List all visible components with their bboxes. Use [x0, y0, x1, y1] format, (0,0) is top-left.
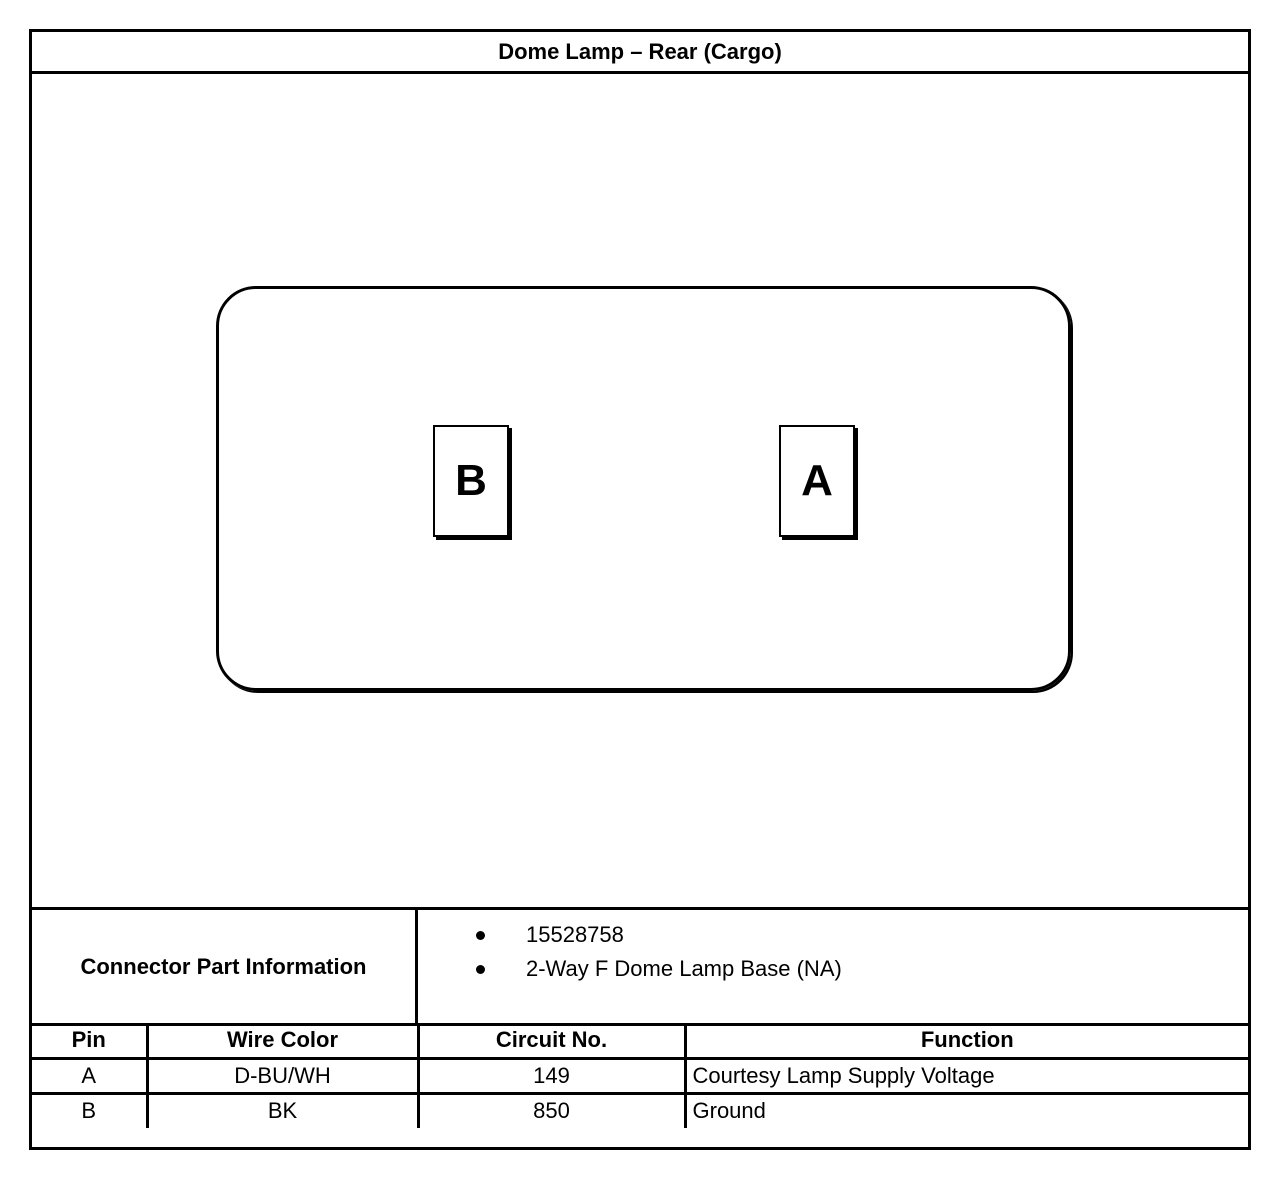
- part-info-item: [418, 952, 1248, 986]
- header-function: Function: [685, 1023, 1248, 1058]
- cell-pin: B: [32, 1093, 147, 1128]
- cell-pin: A: [32, 1058, 147, 1093]
- part-info-list: [418, 910, 1248, 1031]
- header-wire-color: Wire Color: [147, 1023, 418, 1058]
- table-row: [32, 1058, 1248, 1093]
- cell-circuit: 149: [418, 1058, 685, 1093]
- cell-wire-color: D-BU/WH: [147, 1058, 418, 1093]
- connector-part-info: [32, 907, 1248, 1026]
- part-number: 15528758: [526, 922, 624, 947]
- cell-wire-color: BK: [147, 1093, 418, 1128]
- cell-function: Ground: [685, 1093, 1248, 1128]
- pin-table: [32, 1023, 1248, 1128]
- diagram-title: Dome Lamp – Rear (Cargo): [32, 32, 1248, 74]
- header-pin: Pin: [32, 1023, 147, 1058]
- connector-face: [216, 286, 1071, 691]
- table-row: [32, 1093, 1248, 1128]
- connector-diagram: [32, 74, 1248, 909]
- cell-function: Courtesy Lamp Supply Voltage: [685, 1058, 1248, 1093]
- table-header-row: [32, 1023, 1248, 1058]
- pin-cavity-a: A: [779, 425, 855, 537]
- cell-circuit: 850: [418, 1093, 685, 1128]
- bullet-icon: [476, 965, 485, 974]
- part-description: 2-Way F Dome Lamp Base (NA): [526, 956, 842, 981]
- bullet-icon: [476, 931, 485, 940]
- part-info-item: [418, 918, 1248, 952]
- part-info-label: Connector Part Information: [32, 910, 418, 1023]
- connector-sheet: [29, 29, 1251, 1150]
- pin-cavity-b: B: [433, 425, 509, 537]
- header-circuit: Circuit No.: [418, 1023, 685, 1058]
